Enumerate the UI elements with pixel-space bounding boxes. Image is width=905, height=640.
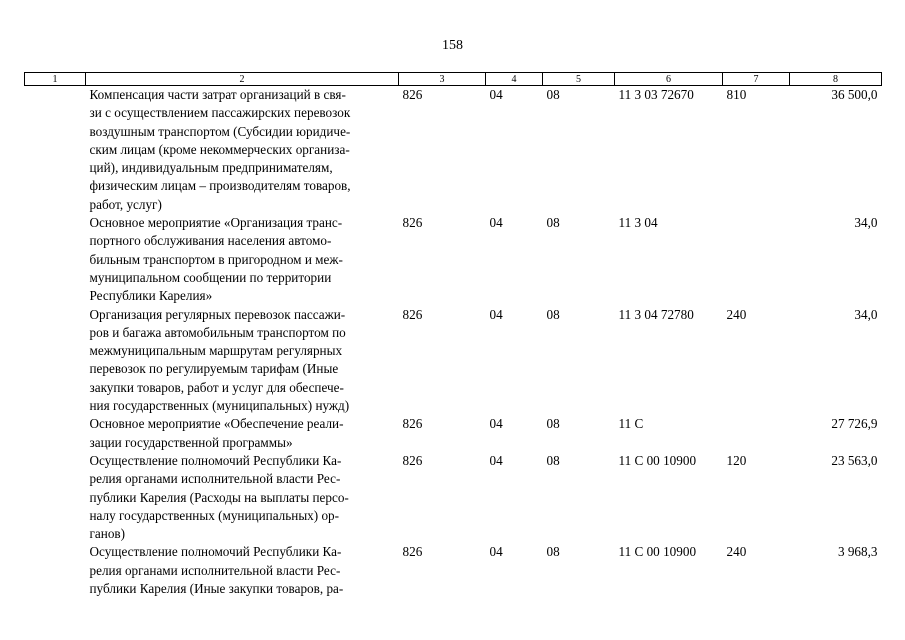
table-row xyxy=(25,214,882,305)
column-header-3: 3 xyxy=(399,73,486,86)
table-row xyxy=(25,415,882,452)
table-body xyxy=(25,86,882,599)
subsection-code-cell: 08 xyxy=(546,87,560,102)
table-row xyxy=(25,86,882,215)
row-name-cell: Основное мероприятие «Обеспечение реали- зации государственной программы» xyxy=(89,416,344,450)
target-article-cell: 11 3 03 72670 xyxy=(618,87,694,102)
budget-table xyxy=(24,72,882,598)
expense-type-cell xyxy=(723,214,790,305)
ministry-code-cell: 826 xyxy=(402,416,423,432)
row-number-cell xyxy=(25,415,86,452)
section-code-cell: 04 xyxy=(489,306,503,322)
subsection-code-cell: 08 xyxy=(546,215,560,231)
target-article-cell: 11 С 00 10900 xyxy=(618,544,697,560)
page-number: 158 xyxy=(442,38,463,53)
amount-cell: 3 968,3 xyxy=(837,544,878,560)
row-name-cell: Осуществление полномочий Республики Ка- релия органами исполнительной власти Рес- публики Карелия (Иные закупки товаров, ра- xyxy=(89,544,344,597)
ministry-code-cell: 826 xyxy=(402,544,423,560)
amount-cell: 36 500,0 xyxy=(831,87,878,102)
amount-cell: 27 726,9 xyxy=(831,416,878,432)
target-article-cell: 11 3 04 72780 xyxy=(618,306,694,322)
subsection-code-cell: 08 xyxy=(546,544,560,560)
row-number-cell xyxy=(25,452,86,543)
ministry-code-cell: 826 xyxy=(402,452,423,468)
section-code-cell: 04 xyxy=(489,544,503,560)
target-article-cell: 11 3 04 xyxy=(618,215,658,231)
subsection-code-cell: 08 xyxy=(546,416,560,432)
target-article-cell: 11 С xyxy=(618,416,644,432)
section-code-cell: 04 xyxy=(489,87,503,102)
table-row xyxy=(25,543,882,598)
column-header-7: 7 xyxy=(723,73,790,86)
row-number-cell xyxy=(25,306,86,416)
table-row xyxy=(25,452,882,543)
section-code-cell: 04 xyxy=(489,416,503,432)
ministry-code-cell: 826 xyxy=(402,87,423,102)
section-code-cell: 04 xyxy=(489,215,503,231)
header-row xyxy=(25,73,882,86)
row-name-cell: Организация регулярных перевозок пассажи- ров и багажа автомобильным транспортом по межмуниципальным маршрутам регулярных перевозок по регулируемым тарифам (Иные закупки товаров, работ и услуг для обеспече- ния государственных (муниципальных) нужд) xyxy=(89,306,350,414)
table-header xyxy=(25,73,882,86)
subsection-code-cell: 08 xyxy=(546,452,560,468)
amount-cell: 23 563,0 xyxy=(831,452,878,468)
expense-type-cell xyxy=(723,415,790,452)
expense-type-cell: 120 xyxy=(726,452,747,468)
expense-type-cell: 240 xyxy=(726,306,747,322)
row-number-cell xyxy=(25,86,86,215)
row-number-cell xyxy=(25,214,86,305)
ministry-code-cell: 826 xyxy=(402,215,423,231)
expense-type-cell: 240 xyxy=(726,544,747,560)
column-header-1: 1 xyxy=(25,73,86,86)
column-header-4: 4 xyxy=(486,73,543,86)
row-name-cell: Осуществление полномочий Республики Ка- релия органами исполнительной власти Рес- публики Карелия (Расходы на выплаты персо- налу государственных (муниципальных) ор- ганов) xyxy=(89,452,349,542)
row-name-cell: Компенсация части затрат организаций в свя- зи с осуществлением пассажирских перевозок воздушным транспортом (Субсидии юридиче- ским лицам (кроме некоммерческих организа- ций), индивидуальным предпринимателям, физическим лицам – производителям товаров, работ, услуг) xyxy=(89,87,351,212)
row-name-cell: Основное мероприятие «Организация транс- портного обслуживания населения автомо- бильным транспортом в пригородном и меж- муниципальном сообщении по территории Республики Карелия» xyxy=(89,215,343,304)
amount-cell: 34,0 xyxy=(854,215,878,231)
subsection-code-cell: 08 xyxy=(546,306,560,322)
column-header-2: 2 xyxy=(86,73,399,86)
table-row xyxy=(25,306,882,416)
ministry-code-cell: 826 xyxy=(402,306,423,322)
column-header-8: 8 xyxy=(790,73,882,86)
section-code-cell: 04 xyxy=(489,452,503,468)
row-number-cell xyxy=(25,543,86,598)
column-header-6: 6 xyxy=(615,73,723,86)
expense-type-cell: 810 xyxy=(726,87,747,102)
target-article-cell: 11 С 00 10900 xyxy=(618,452,697,468)
column-header-5: 5 xyxy=(543,73,615,86)
amount-cell: 34,0 xyxy=(854,306,878,322)
